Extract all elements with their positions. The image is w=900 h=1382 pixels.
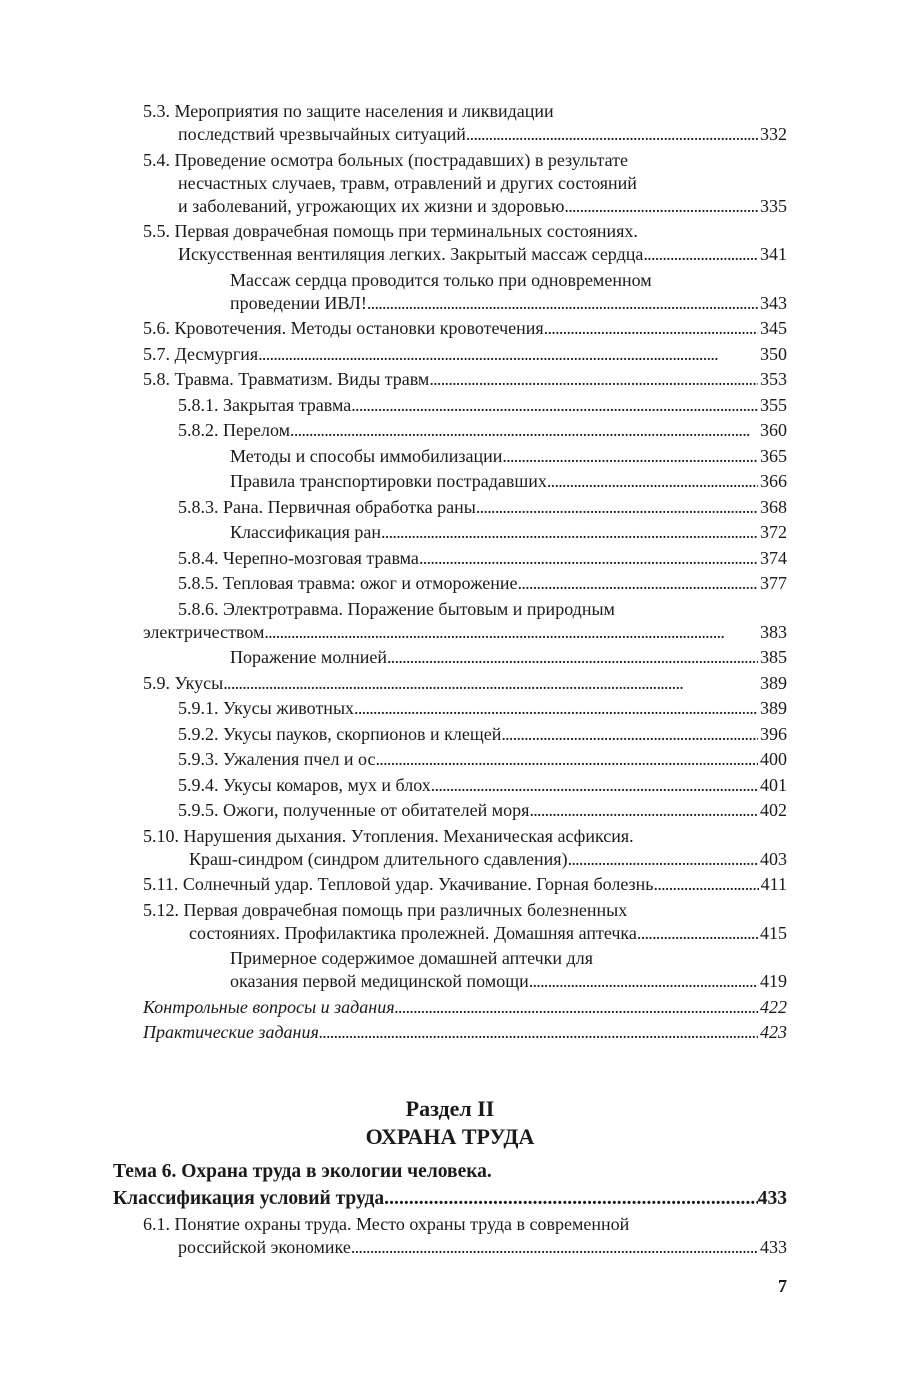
toc-entry-page: 353 [760,369,787,389]
toc-entry-text: 5.8.4. Черепно-мозговая травма [178,547,419,568]
page-number: 7 [778,1276,787,1296]
toc-entry-last-line [178,572,787,595]
toc-entry-line: 5.5. Первая доврачебная помощь при терминальных состояниях. [143,221,638,241]
toc-entry-page: 422 [760,996,787,1017]
toc-entry-text: 5.8. Травма. Травматизм. Виды травм [143,369,430,389]
section-label: Раздел II [405,1096,495,1121]
topic-page: 433 [757,1188,787,1209]
dot-leader [643,243,758,266]
dot-leader [351,394,758,417]
dot-leader [367,292,758,315]
toc-entry-text: 5.9.2. Укусы пауков, скорпионов и клещей [178,723,502,744]
toc-entry-text: электричеством [143,621,265,642]
toc-entry-last-line [143,621,787,644]
toc-entry-text: 5.7. Десмургия [143,343,259,364]
toc-entry-last-line [230,292,787,315]
toc-entry-page: 402 [760,800,787,820]
toc-entry-text: Правила транспортировки пострадавших [230,471,547,491]
toc-entry-text: 5.9.1. Укусы животных [178,698,355,718]
dot-leader [290,419,758,442]
dot-leader [429,368,758,391]
toc-entry-last-line [178,496,787,519]
dot-leader [547,470,758,493]
toc-entry-text: Поражение молнией [230,647,387,667]
toc-entry-text: 5.9. Укусы [143,672,224,693]
toc-entry-text: российской экономике [178,1237,351,1257]
toc-entry-text: Практические задания [143,1022,319,1042]
dot-leader [654,873,759,896]
toc-entry [143,521,787,544]
dot-leader [419,547,758,570]
toc-entry [143,748,787,771]
toc-entry-text: Краш-синдром (синдром длительного сдавления) [189,848,568,869]
dot-leader [568,848,758,871]
toc-entry-last-line [178,419,787,442]
toc-entry-last-line [143,848,787,871]
dot-leader [476,496,758,519]
toc-entry-last-line [178,799,787,822]
toc-entry-text: Классификация ран [230,522,382,542]
toc-entry [143,100,787,146]
dot-leader [529,799,758,822]
toc-entry [143,697,787,720]
toc-entry [143,269,787,315]
toc-entry-last-line [178,723,787,746]
dot-leader [501,723,758,746]
toc-entry-page: 365 [760,445,787,466]
toc-entry-last-line [230,970,787,993]
toc-entry [143,799,787,822]
toc-entry [143,1021,787,1044]
toc-entry [143,774,787,797]
dot-leader [376,748,759,771]
section-title: ОХРАНА ТРУДА [365,1124,535,1149]
toc-entry-page: 385 [760,647,787,667]
topic-heading [113,1158,787,1212]
toc-entry-text: Искусственная вентиляция легких. Закрытый массаж сердца [178,244,644,264]
toc-entry [143,547,787,570]
toc-entry-last-line [178,394,787,417]
toc-entry-line: Примерное содержимое домашней аптечки для [230,948,593,968]
toc-entry [143,317,787,340]
toc-entry-page: 433 [760,1237,787,1257]
toc-entry-text: оказания первой медицинской помощи [230,971,529,991]
dot-leader [223,672,758,695]
topic-line-2 [113,1185,787,1212]
toc-entry-last-line [178,774,787,797]
toc-entry-last-line [178,547,787,570]
topic-line-1: Тема 6. Охрана труда в экологии человека. [113,1161,492,1182]
toc-entry [143,598,787,644]
toc-entry-text: Контрольные вопросы и задания [143,996,395,1017]
toc-entry-text: 5.8.5. Тепловая травма: ожог и отморожение [178,573,518,593]
toc-entry-last-line [230,445,787,468]
toc-entry-page: 343 [760,292,787,313]
toc-entry-page: 383 [760,621,787,642]
toc-entry-line: 6.1. Понятие охраны труда. Место охраны труда в современной [143,1214,630,1234]
toc-entry [143,996,787,1019]
dot-leader [395,996,758,1019]
dot-leader [384,1185,758,1212]
toc-entry-last-line [178,748,787,771]
toc-entry-text: состояниях. Профилактика пролежней. Домашняя аптечка [189,922,637,943]
toc-entry-page: 350 [760,343,787,364]
toc-entry-page: 345 [760,318,787,338]
toc-entry-text: Методы и способы иммобилизации [230,445,503,466]
toc-entry-last-line [230,646,787,669]
toc-entry-text: и заболеваний, угрожающих их жизни и здоровью [178,195,565,216]
toc-entry-line: 5.12. Первая доврачебная помощь при различных болезненных [143,899,628,920]
toc-entry-last-line [143,1236,787,1259]
toc-entry-last-line [143,343,787,366]
toc-entry [143,445,787,468]
toc-entry-page: 368 [760,496,787,517]
toc-entry-page: 411 [760,874,787,894]
toc-entry [143,873,787,896]
dot-leader [354,697,758,720]
dot-leader [351,1236,758,1259]
dot-leader [381,521,758,544]
toc-entry-line: 5.4. Проведение осмотра больных (пострадавших) в результате [143,149,628,170]
toc-entry [143,149,787,218]
toc-entry-page: 335 [760,195,787,216]
toc-entry [143,723,787,746]
toc-entry-page: 423 [760,1022,787,1042]
toc-entry-last-line [230,470,787,493]
dot-leader [564,195,758,218]
toc-entry-page: 401 [760,774,787,795]
toc-entry-page: 400 [760,749,787,769]
dot-leader [264,621,758,644]
toc-entry-page: 332 [760,124,787,144]
toc-entry-text: 5.6. Кровотечения. Методы остановки кровотечения [143,318,544,338]
toc-entry-last-line [143,922,787,945]
toc-entry [143,220,787,266]
dot-leader [387,646,758,669]
toc-entry [143,496,787,519]
toc-entry-text: 5.8.1. Закрытая травма [178,394,352,415]
toc-entry [143,419,787,442]
toc-entry-last-line [143,195,787,218]
toc-entry-last-line [143,243,787,266]
toc-entry-page: 355 [760,394,787,415]
toc-entry-text: 5.8.2. Перелом [178,420,291,440]
toc-entry-page: 374 [760,547,787,568]
dot-leader [544,317,758,340]
toc-entry-last-line [178,697,787,720]
toc-entry-page: 360 [760,420,787,440]
toc-entry-page: 377 [760,573,787,593]
toc-entry-last-line [143,873,787,896]
toc-entry-text: 5.8.3. Рана. Первичная обработка раны [178,496,476,517]
dot-leader [529,970,758,993]
toc-entry-last-line [143,368,787,391]
toc-entry-line: 5.10. Нарушения дыхания. Утопления. Механическая асфиксия. [143,825,634,846]
table-of-contents-continued [143,1213,787,1262]
dot-leader [518,572,758,595]
dot-leader [502,445,758,468]
dot-leader [466,123,758,146]
toc-entry-page: 389 [760,672,787,693]
toc-entry-last-line [230,521,787,544]
toc-entry-page: 396 [760,723,787,744]
toc-entry [143,1213,787,1259]
toc-entry-line: 5.8.6. Электротравма. Поражение бытовым и природным [178,598,615,619]
toc-entry [143,394,787,417]
toc-entry-page: 372 [760,522,787,542]
toc-entry [143,368,787,391]
dot-leader [431,774,758,797]
toc-entry [143,646,787,669]
toc-entry-page: 419 [760,971,787,991]
toc-entry-line: 5.3. Мероприятия по защите населения и ликвидации [143,101,554,121]
topic-line-2-text: Классификация условий труда [113,1188,385,1209]
toc-entry-page: 341 [760,244,787,264]
toc-entry-page: 403 [760,848,787,869]
toc-entry [143,947,787,993]
toc-entry [143,825,787,871]
toc-entry-text: 5.11. Солнечный удар. Тепловой удар. Укачивание. Горная болезнь [143,874,654,894]
toc-entry-page: 366 [760,471,787,491]
toc-entry-text: 5.9.4. Укусы комаров, мух и блох [178,774,431,795]
toc-entry-text: 5.9.3. Ужаления пчел и ос [178,749,376,769]
toc-entry-last-line [143,317,787,340]
toc-entry [143,470,787,493]
toc-entry-page: 389 [760,698,787,718]
toc-entry-text: последствий чрезвычайных ситуаций [178,124,466,144]
toc-entry-text: 5.9.5. Ожоги, полученные от обитателей моря [178,800,530,820]
toc-entry [143,572,787,595]
toc-entry-line: несчастных случаев, травм, отравлений и других состояний [178,172,637,193]
toc-entry-last-line [143,123,787,146]
toc-entry-line: Массаж сердца проводится только при одновременном [230,269,652,290]
toc-entry-last-line [143,1021,787,1044]
toc-entry-text: проведении ИВЛ! [230,292,367,313]
dot-leader [319,1021,758,1044]
toc-entry-page: 415 [760,922,787,943]
dot-leader [258,343,758,366]
table-of-contents [143,100,787,1047]
toc-entry-last-line [143,672,787,695]
dot-leader [637,922,758,945]
toc-entry-last-line [143,996,787,1019]
toc-entry [143,343,787,366]
toc-entry [143,899,787,945]
toc-entry [143,672,787,695]
